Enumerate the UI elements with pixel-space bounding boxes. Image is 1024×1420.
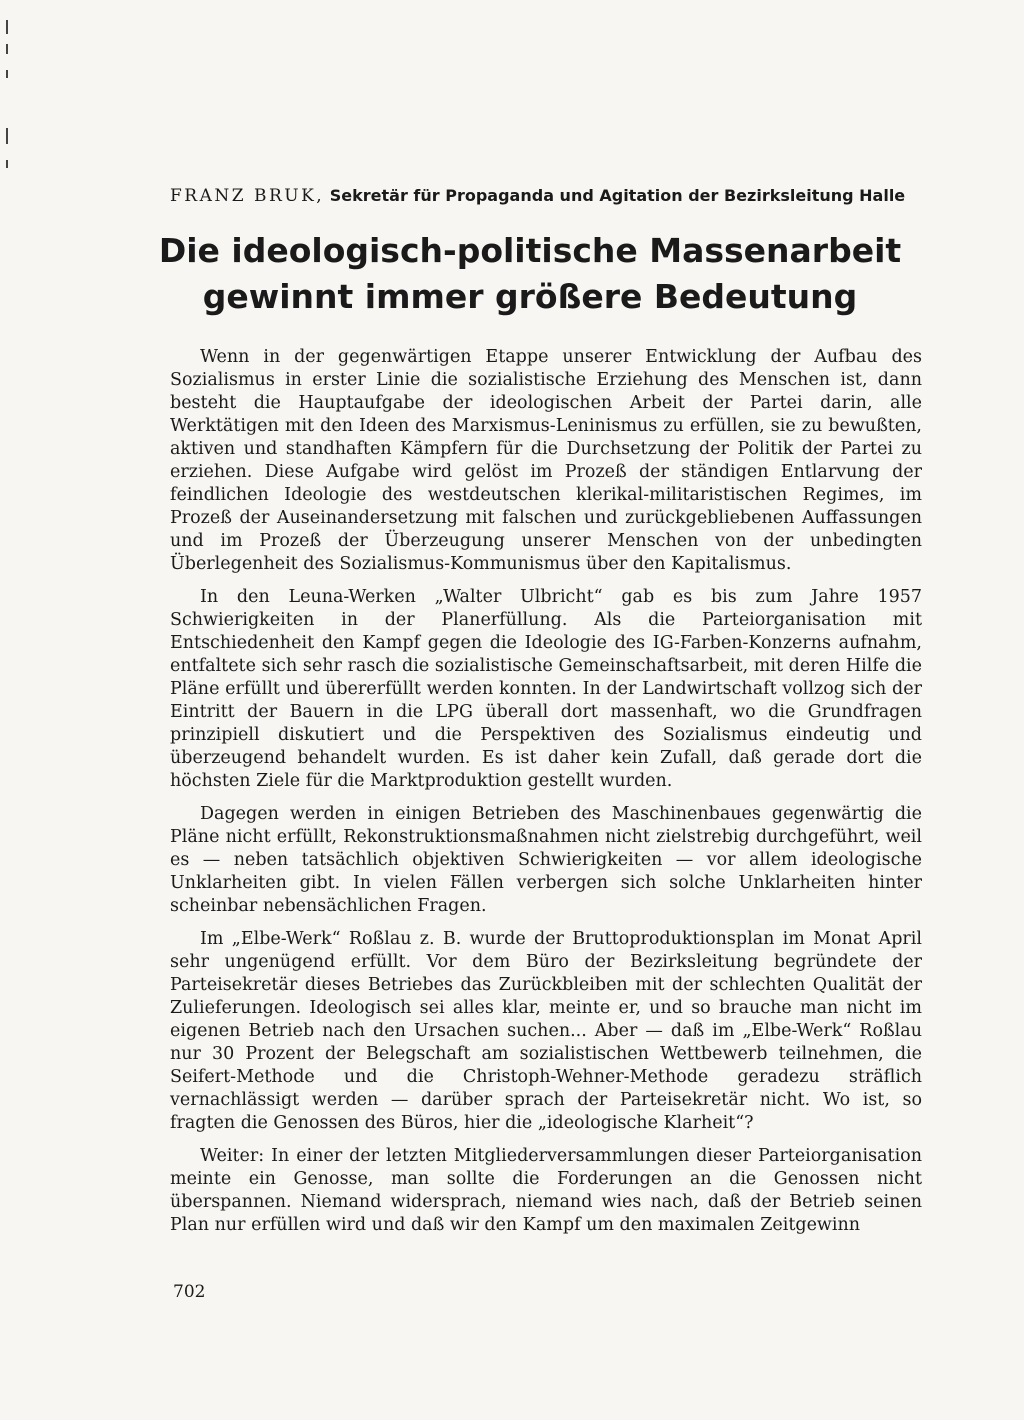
author-name: FRANZ BRUK, <box>170 186 325 206</box>
headline-line-1: Die ideologisch-politische Massenarbeit <box>158 231 902 270</box>
article-body <box>170 346 922 1247</box>
article-headline <box>150 228 910 320</box>
page-number: 702 <box>173 1282 206 1302</box>
margin-marks <box>6 0 10 180</box>
paragraph: Im „Elbe-Werk“ Roßlau z. B. wurde der Bruttoproduktionsplan im Monat April sehr ungenügend erfüllt. Vor dem Büro der Bezirksleitung begründete der Parteisekretär dieses Betriebes das Zurückbleiben mit der schlechten Qualität der Zulieferungen. Ideologisch sei alles klar, meinte er, und so brauche man nicht im eigenen Betrieb nach den Ursachen suchen... Aber — daß im „Elbe-Werk“ Roßlau nur 30 Prozent der Belegschaft am sozialistischen Wettbewerb teilnehmen, die Seifert-Methode und die Christoph-Wehner-Methode geradezu sträflich vernachlässigt werden — darüber sprach der Parteisekretär nicht. Wo ist, so fragten die Genossen des Büros, hier die „ideologische Klarheit“? <box>170 929 922 1133</box>
paragraph: Weiter: In einer der letzten Mitgliederversammlungen dieser Parteiorganisation meinte ein Genosse, man sollte die Forderungen an die Genossen nicht überspannen. Niemand widersprach, niemand wies nach, daß der Betrieb seinen Plan nur erfüllen wird und daß wir den Kampf um den maximalen Zeitgewinn <box>170 1146 922 1235</box>
paragraph: Dagegen werden in einigen Betrieben des Maschinenbaues gegenwärtig die Pläne nicht erfüllt, Rekonstruktionsmaßnahmen nicht zielstrebig durchgeführt, weil es — neben tatsächlich objektiven Schwierigkeiten — vor allem ideologische Unklarheiten gibt. In vielen Fällen verbergen sich solche Unklarheiten hinter scheinbar nebensächlichen Fragen. <box>170 804 922 916</box>
author-role: Sekretär für Propaganda und Agitation der Bezirksleitung Halle <box>324 186 906 205</box>
paragraph: Wenn in der gegenwärtigen Etappe unserer Entwicklung der Aufbau des Sozialismus in erster Linie die sozialistische Erziehung des Menschen ist, dann besteht die Hauptaufgabe der ideologischen Arbeit der Partei darin, alle Werktätigen mit den Ideen des Marxismus-Leninismus zu erfüllen, sie zu bewußten, aktiven und standhaften Kämpfern für die Durchsetzung der Politik der Partei zu erziehen. Diese Aufgabe wird gelöst im Prozeß der ständigen Entlarvung der feindlichen Ideologie des westdeutschen klerikal-militaristischen Regimes, im Prozeß der Auseinandersetzung mit falschen und zurückgebliebenen Auffassungen und im Prozeß der Überzeugung unserer Menschen von der unbedingten Überlegenheit des Sozialismus-Kommunismus über den Kapitalismus. <box>170 347 922 574</box>
paragraph: In den Leuna-Werken „Walter Ulbricht“ gab es bis zum Jahre 1957 Schwierigkeiten in der Planerfüllung. Als die Parteiorganisation mit Entschiedenheit den Kampf gegen die Ideologie des IG-Farben-Konzerns aufnahm, entfaltete sich sehr rasch die sozialistische Gemeinschaftsarbeit, mit deren Hilfe die Pläne erfüllt und übererfüllt werden konnten. In der Landwirtschaft vollzog sich der Eintritt der Bauern in die LPG überall dort massenhaft, wo die Grundfragen prinzipiell diskutiert und die Perspektiven des Sozialismus eindeutig und überzeugend behandelt wurden. Es ist daher kein Zufall, daß gerade dort die höchsten Ziele für die Marktproduktion gestellt wurden. <box>170 587 922 791</box>
headline-line-2: gewinnt immer größere Bedeutung <box>202 277 858 316</box>
byline <box>170 186 940 206</box>
